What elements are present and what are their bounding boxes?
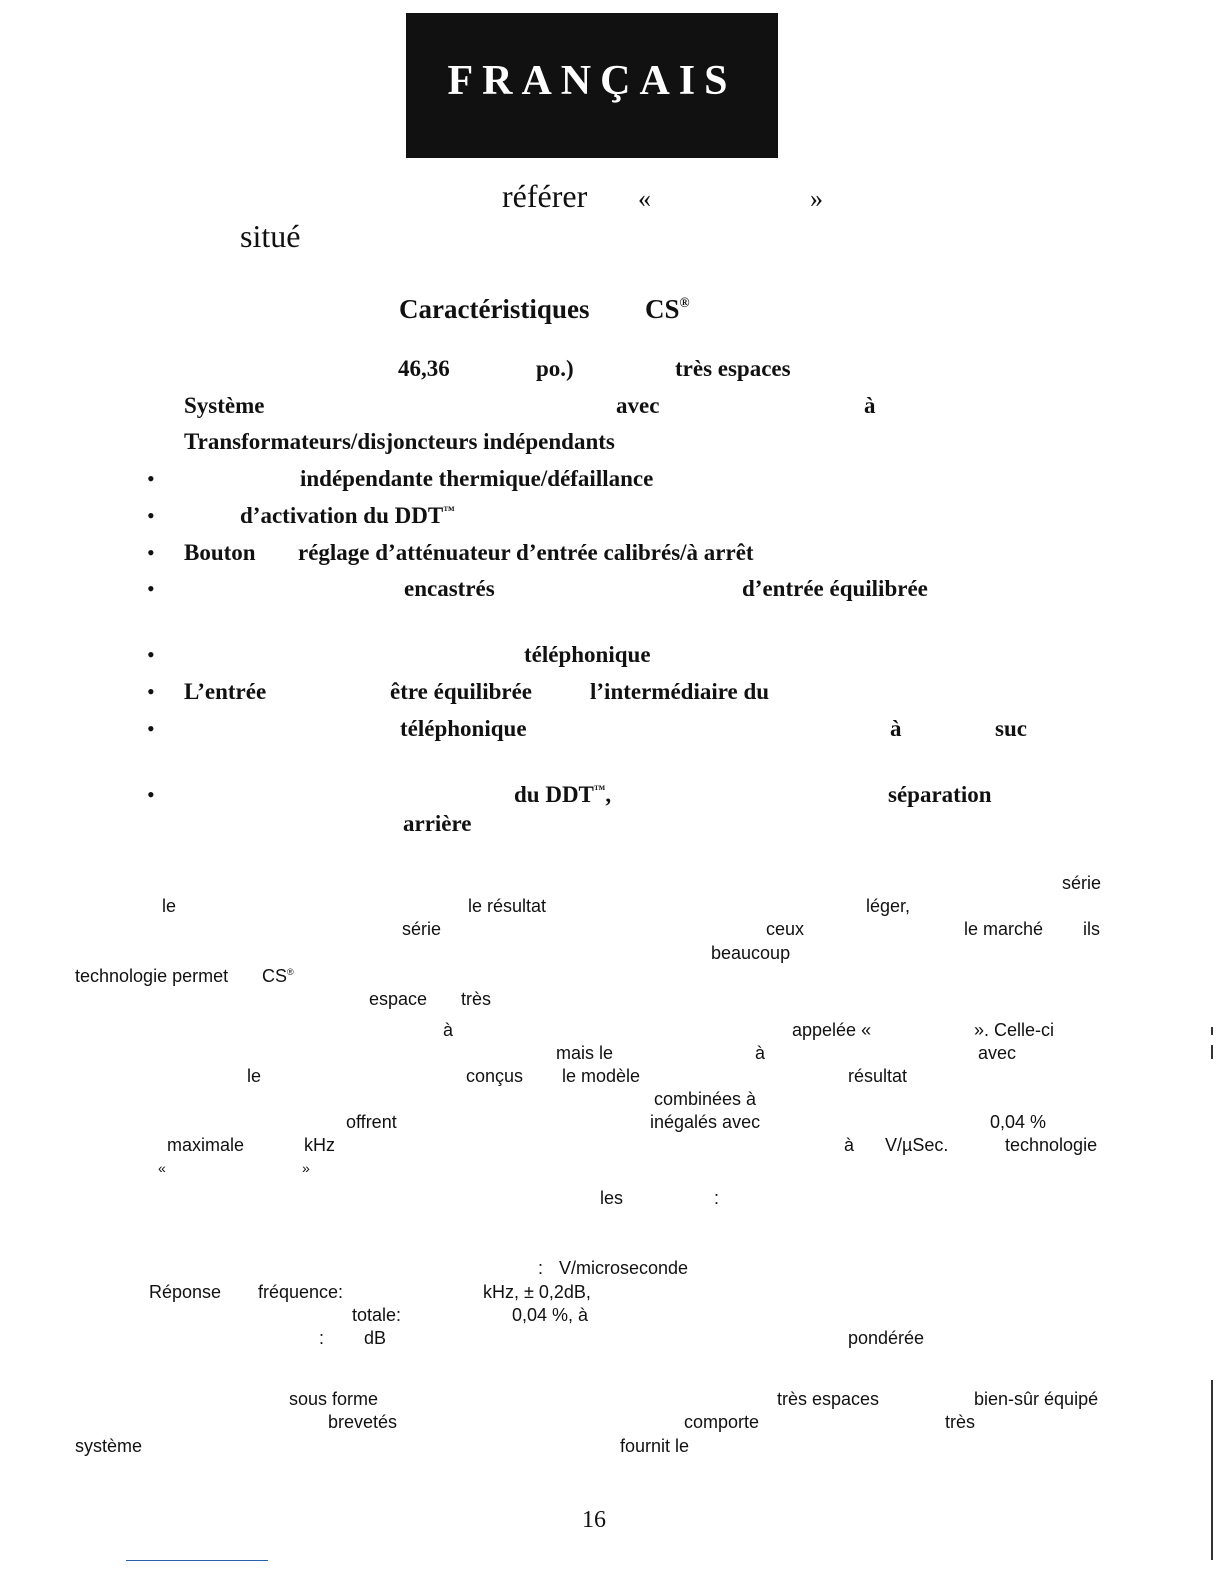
body-word: à xyxy=(755,1043,766,1063)
bullet7-b: à xyxy=(890,716,902,741)
body-word: combinées à xyxy=(654,1089,757,1109)
bullet7-a: téléphonique xyxy=(400,716,527,741)
body-word: le modèle xyxy=(562,1066,641,1086)
body-word: le marché xyxy=(964,919,1044,939)
body-word: beaucoup xyxy=(711,943,791,963)
bullet4-a: encastrés xyxy=(404,576,495,601)
body-word: mais le xyxy=(556,1043,614,1063)
page-title: FRANÇAIS xyxy=(447,58,737,104)
body-word: V/µSec. xyxy=(885,1135,949,1155)
bullet8-c: arrière xyxy=(403,811,472,836)
body-word: » xyxy=(302,1160,310,1176)
spec-thd-value: 0,04 %, à xyxy=(512,1305,589,1325)
footer-rule xyxy=(126,1560,268,1561)
bullet1-a: indépendante thermique/défaillance xyxy=(300,466,654,491)
body-word: technologie xyxy=(1005,1135,1098,1155)
closing-word: très xyxy=(945,1412,976,1432)
spec-snr-colon: : xyxy=(319,1328,325,1348)
body-word: « xyxy=(158,1160,166,1176)
intro-refer-word: référer xyxy=(502,178,588,214)
closing-word: fournit le xyxy=(620,1436,690,1456)
feature-line2-c: à xyxy=(864,393,876,418)
bullet8-a: du DDT™, xyxy=(514,782,612,807)
bullet-marker: • xyxy=(147,466,155,491)
closing-word: système xyxy=(75,1436,143,1456)
intro-quote-open: « xyxy=(638,184,651,213)
closing-word: sous forme xyxy=(289,1389,379,1409)
feature-line1-c: très espaces xyxy=(675,356,791,381)
body-word: appelée « xyxy=(792,1020,872,1040)
edge-mark xyxy=(1211,1045,1213,1059)
body-word: ». Celle-ci xyxy=(974,1020,1055,1040)
body-word: espace xyxy=(369,989,428,1009)
body-word: le xyxy=(162,896,177,916)
bullet6-a: L’entrée xyxy=(184,679,267,704)
bullet-marker: • xyxy=(147,540,155,565)
bullet3-a: Bouton xyxy=(184,540,256,565)
feature-line2-b: avec xyxy=(616,393,660,418)
body-word: technologie permet xyxy=(75,966,229,986)
feature-line2-a: Système xyxy=(184,393,265,418)
bullet4-b: d’entrée équilibrée xyxy=(742,576,928,601)
page-number: 16 xyxy=(582,1507,606,1533)
bullet8-b: séparation xyxy=(888,782,992,807)
bullet-marker: • xyxy=(147,716,155,741)
closing-word: comporte xyxy=(684,1412,760,1432)
body-word: offrent xyxy=(346,1112,397,1132)
bullet-marker: • xyxy=(147,642,155,667)
body-word: les xyxy=(600,1188,624,1208)
feature-line1-a: 46,36 xyxy=(398,356,450,381)
body-word: à xyxy=(443,1020,454,1040)
closing-word: bien-sûr équipé xyxy=(974,1389,1099,1409)
body-word: série xyxy=(402,919,442,939)
bullet-marker: • xyxy=(147,576,155,601)
body-word: à xyxy=(844,1135,855,1155)
spec-thd-label: totale: xyxy=(352,1305,402,1325)
intro-situe-word: situé xyxy=(240,218,301,254)
spec-slew-colon: : xyxy=(538,1258,544,1278)
body-word: léger, xyxy=(866,896,911,916)
body-word: CS® xyxy=(262,966,294,986)
registered-mark: ® xyxy=(679,295,690,311)
bullet-marker: • xyxy=(147,503,155,528)
body-word: conçus xyxy=(466,1066,524,1086)
bullet6-b: être équilibrée xyxy=(390,679,532,704)
body-word: série xyxy=(1062,873,1102,893)
trademark-mark: ™ xyxy=(593,783,606,796)
features-heading-brand: CS® xyxy=(645,294,690,324)
body-word: maximale xyxy=(167,1135,245,1155)
bullet5-a: téléphonique xyxy=(524,642,651,667)
intro-quote-close: » xyxy=(810,184,823,213)
bullet2-a: d’activation du DDT™ xyxy=(240,503,455,528)
body-word: : xyxy=(714,1188,720,1208)
spec-snr-value: dB xyxy=(364,1328,387,1348)
spec-freq-label: Réponse xyxy=(149,1282,222,1302)
body-word: résultat xyxy=(848,1066,908,1086)
closing-word: très espaces xyxy=(777,1389,880,1409)
bullet3-b: réglage d’atténuateur d’entrée calibrés/à arrêt xyxy=(298,540,754,565)
spec-slew-value: V/microseconde xyxy=(559,1258,689,1278)
bullet7-c: suc xyxy=(995,716,1027,741)
bullet-marker: • xyxy=(147,679,155,704)
bullet6-c: l’intermédiaire du xyxy=(590,679,770,704)
trademark-mark: ™ xyxy=(443,504,455,517)
bullet-marker: • xyxy=(147,782,155,807)
body-word: kHz xyxy=(304,1135,335,1155)
body-word: avec xyxy=(978,1043,1017,1063)
edge-mark xyxy=(1211,1380,1213,1560)
body-word: inégalés avec xyxy=(650,1112,761,1132)
body-word: ceux xyxy=(766,919,805,939)
body-word: ils xyxy=(1083,919,1100,939)
feature-line3: Transformateurs/disjoncteurs indépendants xyxy=(184,429,615,454)
features-heading: Caractéristiques xyxy=(399,294,590,324)
edge-mark xyxy=(1211,1027,1213,1035)
body-word: très xyxy=(461,989,492,1009)
spec-freq-label2: fréquence: xyxy=(258,1282,344,1302)
spec-snr-weighted: pondérée xyxy=(848,1328,925,1348)
closing-word: brevetés xyxy=(328,1412,398,1432)
body-word: 0,04 % xyxy=(990,1112,1047,1132)
title-banner xyxy=(406,13,778,158)
body-word: le résultat xyxy=(468,896,547,916)
spec-freq-value: kHz, ± 0,2dB, xyxy=(483,1282,591,1302)
feature-line1-b: po.) xyxy=(536,356,574,381)
body-word: le xyxy=(247,1066,262,1086)
